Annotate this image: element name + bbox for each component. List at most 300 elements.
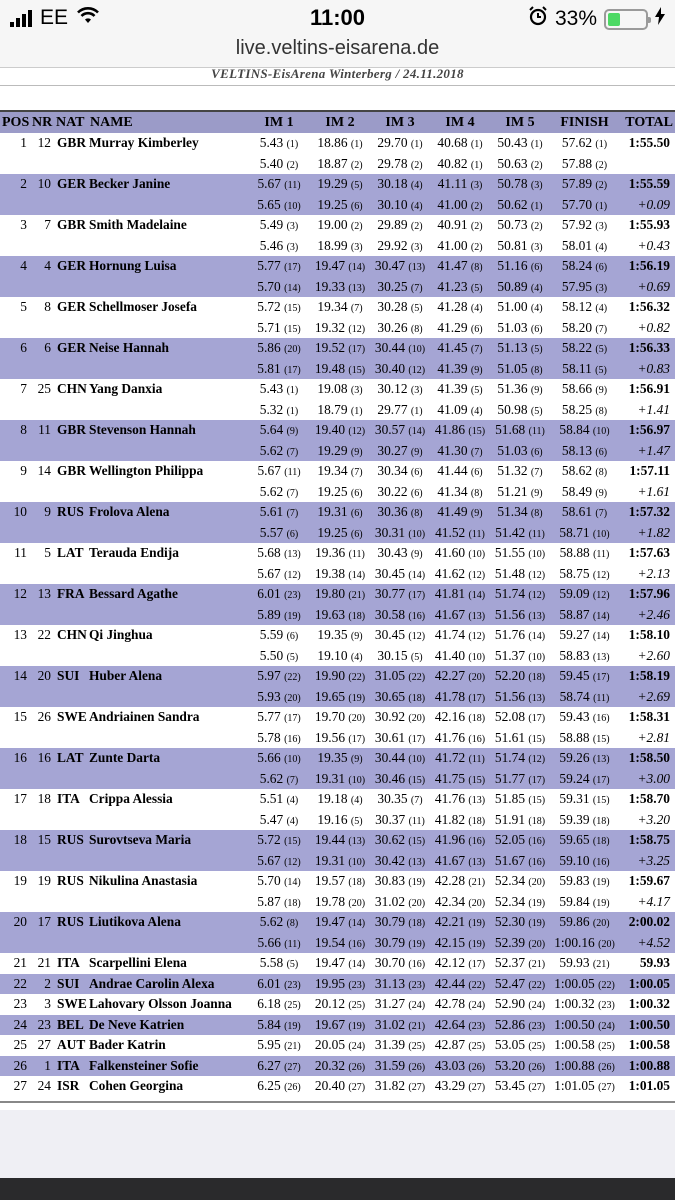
split-time: 5.43 [259, 135, 284, 151]
split-time: 30.45 [374, 627, 406, 643]
empty-cell [88, 277, 248, 298]
table-row-run2 [0, 728, 675, 749]
table-row [0, 1035, 675, 1056]
split-time: 41.67 [434, 606, 466, 622]
split-time-cell [490, 933, 550, 954]
split-time: 5.58 [259, 955, 284, 971]
split-rank: (2) [470, 221, 483, 233]
split-rank: (6) [286, 528, 299, 540]
split-time-cell [310, 400, 370, 421]
url-text[interactable]: live.veltins-eisarena.de [235, 37, 440, 59]
split-rank: (14) [528, 631, 546, 643]
split-time-cell [490, 707, 550, 728]
empty-cell [30, 728, 54, 749]
split-time: 51.42 [495, 524, 526, 540]
finish-time-cell [550, 912, 619, 933]
split-time: 57.62 [561, 135, 593, 151]
split-rank: (1) [410, 405, 423, 417]
nation-cell: RUS [54, 502, 88, 523]
split-rank: (10) [468, 651, 486, 663]
total-time-cell: 1:59.67 [628, 873, 670, 889]
split-time-cell [248, 994, 310, 1015]
split-time-cell [370, 1076, 430, 1097]
split-time: 31.05 [374, 668, 406, 684]
split-rank: (9) [470, 364, 483, 376]
finish-time-cell [550, 236, 619, 257]
split-time: 52.08 [494, 709, 526, 725]
split-rank: (9) [410, 549, 423, 561]
split-time: 59.26 [559, 750, 590, 766]
split-time-cell [248, 769, 310, 790]
split-time: 58.84 [559, 422, 590, 438]
split-rank: (6) [410, 487, 423, 499]
empty-cell [30, 933, 54, 954]
empty-cell [30, 277, 54, 298]
split-rank: (10) [468, 549, 486, 561]
split-rank: (25) [468, 1041, 486, 1053]
empty-cell [0, 687, 30, 708]
split-time-cell [430, 482, 490, 503]
split-time: 50.62 [497, 196, 528, 212]
split-rank: (19) [348, 1020, 366, 1032]
total-time-cell: 1:57.96 [619, 584, 675, 605]
split-time: 41.28 [437, 299, 468, 315]
split-time-cell [310, 1015, 370, 1036]
empty-cell [30, 482, 54, 503]
split-time-cell [248, 256, 310, 277]
table-header-row [0, 111, 675, 133]
split-rank: (4) [595, 241, 608, 253]
split-time: 19.32 [314, 319, 346, 335]
split-rank: (8) [530, 364, 543, 376]
table-row [0, 502, 675, 523]
difference-cell: +0.83 [619, 359, 675, 380]
split-time-cell [310, 974, 370, 995]
split-time-cell [490, 953, 550, 974]
split-time: 5.97 [257, 668, 281, 684]
split-rank: (13) [284, 549, 301, 561]
difference-cell: +2.81 [637, 729, 670, 745]
split-rank: (9) [595, 385, 608, 397]
split-time-cell [248, 1056, 310, 1077]
table-row-run2 [0, 400, 675, 421]
split-time: 58.71 [559, 524, 590, 540]
split-time-cell [370, 195, 430, 216]
split-time: 18.99 [317, 237, 348, 253]
split-time: 58.22 [561, 340, 593, 356]
athlete-name-cell: Falkensteiner Sofie [88, 1056, 248, 1077]
split-rank: (15) [408, 836, 426, 848]
split-rank: (22) [528, 979, 546, 991]
empty-cell [88, 318, 248, 339]
total-time-cell: 1:57.63 [628, 545, 670, 561]
nation-cell: RUS [57, 873, 84, 889]
empty-cell [54, 441, 88, 462]
split-rank: (4) [470, 303, 483, 315]
empty-cell [30, 892, 54, 913]
split-time: 51.21 [497, 483, 528, 499]
split-time-cell [310, 482, 370, 503]
split-rank: (8) [286, 918, 299, 930]
split-time: 41.34 [437, 483, 468, 499]
split-time: 5.89 [257, 606, 281, 622]
split-rank: (7) [286, 487, 299, 499]
finish-time-cell [550, 297, 619, 318]
split-time: 19.54 [314, 934, 346, 950]
finish-time-cell [550, 994, 619, 1015]
split-time: 30.18 [377, 176, 408, 192]
position-cell: 23 [13, 996, 27, 1012]
split-time-cell [430, 523, 490, 544]
athlete-name-cell: Bessard Agathe [88, 584, 248, 605]
empty-cell [54, 236, 88, 257]
split-rank: (23) [408, 979, 426, 991]
split-rank: (4) [350, 651, 363, 663]
split-rank: (17) [284, 713, 301, 725]
table-row [0, 256, 675, 277]
split-rank: (12) [284, 569, 301, 581]
split-time: 5.46 [259, 237, 284, 253]
split-time: 30.36 [377, 504, 408, 520]
difference-cell: +0.09 [619, 195, 675, 216]
split-rank: (17) [348, 344, 366, 356]
split-time: 51.91 [494, 811, 526, 827]
split-time-cell [370, 154, 430, 175]
bib-number-cell: 13 [30, 584, 54, 605]
split-time-cell [310, 318, 370, 339]
split-time: 30.42 [374, 852, 406, 868]
split-time: 5.67 [257, 463, 281, 479]
split-time: 19.18 [317, 791, 348, 807]
split-time: 30.62 [374, 832, 406, 848]
position-cell: 14 [0, 666, 30, 687]
split-rank: (22) [284, 672, 301, 684]
address-bar[interactable] [0, 36, 675, 68]
split-rank: (17) [348, 733, 366, 745]
split-time: 41.96 [434, 832, 466, 848]
split-time-cell [490, 523, 550, 544]
empty-cell [30, 359, 54, 380]
total-time-cell: 1:58.75 [619, 830, 675, 851]
empty-cell [88, 851, 248, 872]
split-time: 19.40 [314, 422, 346, 438]
split-time-cell [310, 933, 370, 954]
split-rank: (4) [470, 405, 483, 417]
empty-cell [54, 359, 88, 380]
split-rank: (9) [530, 385, 543, 397]
split-time-cell [430, 789, 490, 810]
split-time: 30.47 [374, 258, 406, 274]
browser-footer [0, 1110, 675, 1178]
table-row [0, 338, 675, 359]
empty-cell [54, 605, 88, 626]
split-time-cell [248, 441, 310, 462]
empty-cell [54, 687, 88, 708]
split-time-cell [310, 605, 370, 626]
split-rank: (11) [408, 815, 425, 827]
split-time-cell [490, 892, 550, 913]
split-rank: (19) [468, 938, 486, 950]
athlete-name-cell: Andriainen Sandra [89, 709, 200, 725]
split-time-cell [490, 174, 550, 195]
split-rank: (14) [284, 282, 301, 294]
empty-cell [54, 564, 88, 585]
split-time: 51.32 [497, 463, 528, 479]
athlete-name-cell: Bader Katrin [89, 1037, 166, 1053]
bib-number-cell: 27 [37, 1037, 51, 1053]
split-time: 42.15 [434, 934, 466, 950]
split-time: 19.25 [317, 524, 348, 540]
split-rank: (8) [410, 508, 423, 520]
split-rank: (18) [468, 815, 486, 827]
split-time: 57.88 [561, 155, 593, 171]
split-time: 59.10 [559, 852, 590, 868]
split-rank: (16) [408, 610, 426, 622]
split-time-cell [430, 1056, 490, 1077]
finish-time-cell [550, 482, 619, 503]
split-rank: (5) [350, 815, 363, 827]
split-time-cell [490, 543, 550, 564]
athlete-name-cell: Zunte Darta [88, 748, 248, 769]
empty-cell [54, 892, 88, 913]
table-row [0, 379, 675, 400]
total-time-cell: 1:00.05 [619, 974, 675, 995]
split-time: 5.65 [257, 196, 281, 212]
split-time-cell [490, 461, 550, 482]
empty-cell [30, 810, 54, 831]
split-rank: (4) [410, 180, 423, 192]
split-rank: (9) [286, 426, 299, 438]
split-rank: (13) [592, 651, 610, 663]
split-time-cell [370, 728, 430, 749]
split-rank: (17) [592, 672, 610, 684]
split-time-cell [370, 584, 430, 605]
split-time-cell [310, 154, 370, 175]
table-row [0, 1056, 675, 1077]
split-time: 41.40 [434, 647, 466, 663]
table-row [0, 994, 675, 1015]
split-rank: (9) [350, 754, 363, 766]
split-rank: (15) [348, 364, 366, 376]
athlete-name-cell: Qi Jinghua [89, 627, 153, 643]
split-rank: (19) [592, 877, 610, 889]
split-time: 57.95 [561, 278, 593, 294]
table-row-run2 [0, 482, 675, 503]
nation-cell: SUI [54, 666, 88, 687]
split-time: 41.11 [437, 176, 468, 192]
split-time: 19.47 [314, 258, 346, 274]
split-rank: (14) [284, 877, 301, 889]
split-time: 5.32 [259, 401, 284, 417]
finish-time-cell [550, 502, 619, 523]
split-time: 31.39 [374, 1037, 406, 1053]
split-time: 42.64 [434, 1016, 466, 1032]
split-time: 19.16 [317, 811, 348, 827]
split-time-cell [248, 338, 310, 359]
split-rank: (5) [410, 303, 423, 315]
split-rank: (18) [348, 877, 366, 889]
finish-time-cell [550, 728, 619, 749]
position-cell: 17 [13, 791, 27, 807]
split-time: 59.84 [559, 893, 590, 909]
nation-cell: GER [54, 256, 88, 277]
split-time: 19.33 [314, 278, 346, 294]
finish-time-cell [550, 400, 619, 421]
split-time: 5.78 [257, 729, 281, 745]
split-rank: (15) [592, 795, 610, 807]
split-time: 50.81 [497, 237, 528, 253]
split-time-cell [248, 707, 310, 728]
split-time-cell [248, 625, 310, 646]
position-cell: 21 [13, 955, 27, 971]
split-rank: (27) [598, 1082, 615, 1094]
split-time-cell [490, 564, 550, 585]
split-time: 58.88 [559, 545, 590, 561]
split-rank: (14) [592, 631, 610, 643]
split-time-cell [310, 707, 370, 728]
split-rank: (3) [595, 282, 608, 294]
nation-cell: GER [54, 174, 88, 195]
split-time: 1:00.58 [554, 1037, 595, 1053]
split-rank: (11) [528, 528, 545, 540]
split-rank: (7) [470, 344, 483, 356]
split-rank: (6) [470, 323, 483, 335]
split-time: 50.98 [497, 401, 528, 417]
split-time-cell [310, 851, 370, 872]
split-rank: (1) [286, 405, 299, 417]
split-time-cell [430, 892, 490, 913]
position-cell: 18 [0, 830, 30, 851]
split-rank: (23) [598, 1000, 615, 1012]
split-rank: (7) [350, 303, 363, 315]
split-rank: (20) [348, 713, 366, 725]
athlete-name-cell: Becker Janine [88, 174, 248, 195]
finish-time-cell [550, 379, 619, 400]
position-cell: 20 [0, 912, 30, 933]
split-rank: (20) [408, 897, 426, 909]
split-time-cell [430, 359, 490, 380]
bib-number-cell: 15 [30, 830, 54, 851]
split-time: 30.79 [374, 914, 406, 930]
split-time: 50.63 [497, 155, 528, 171]
finish-time-cell [550, 748, 619, 769]
total-time-cell: 1:00.50 [619, 1015, 675, 1036]
position-cell: 10 [0, 502, 30, 523]
difference-cell: +1.41 [637, 401, 670, 417]
split-time: 58.01 [561, 237, 593, 253]
bib-number-cell: 25 [37, 381, 51, 397]
empty-cell [0, 441, 30, 462]
split-time-cell [490, 277, 550, 298]
split-rank: (5) [286, 651, 299, 663]
split-rank: (17) [408, 590, 426, 602]
position-cell: 7 [20, 381, 27, 397]
table-row-run2 [0, 441, 675, 462]
split-rank: (6) [350, 200, 363, 212]
split-time-cell [430, 912, 490, 933]
split-rank: (15) [468, 774, 486, 786]
split-time-cell [430, 666, 490, 687]
split-rank: (19) [468, 918, 486, 930]
split-time: 40.68 [437, 135, 468, 151]
bib-number-cell: 2 [30, 974, 54, 995]
split-time: 6.01 [257, 975, 281, 991]
split-rank: (7) [286, 508, 299, 520]
empty-cell [54, 195, 88, 216]
split-rank: (24) [468, 1000, 486, 1012]
split-time: 30.26 [377, 319, 408, 335]
finish-time-cell [550, 769, 619, 790]
split-time: 5.70 [257, 873, 281, 889]
split-time-cell [490, 789, 550, 810]
split-rank: (2) [530, 221, 543, 233]
split-time: 19.25 [317, 196, 348, 212]
split-time-cell [490, 625, 550, 646]
split-rank: (1) [595, 200, 608, 212]
bib-number-cell: 12 [37, 135, 51, 151]
split-rank: (13) [408, 856, 426, 868]
finish-time-cell [550, 420, 619, 441]
split-rank: (3) [530, 241, 543, 253]
split-time: 30.27 [377, 442, 408, 458]
split-time-cell [430, 707, 490, 728]
split-time-cell [430, 338, 490, 359]
table-row-run2 [0, 646, 675, 667]
split-time: 19.29 [317, 442, 348, 458]
split-time-cell [430, 543, 490, 564]
split-time-cell [370, 256, 430, 277]
athlete-name-cell: Liutikova Alena [88, 912, 248, 933]
split-rank: (9) [595, 487, 608, 499]
position-cell: 25 [13, 1037, 27, 1053]
split-rank: (26) [284, 1082, 301, 1094]
split-time: 5.72 [257, 299, 281, 315]
split-time-cell [248, 174, 310, 195]
split-time-cell [430, 933, 490, 954]
split-time: 31.27 [374, 996, 406, 1012]
athlete-name-cell: Terauda Endija [89, 545, 179, 561]
split-time: 41.60 [434, 545, 466, 561]
split-rank: (27) [528, 1082, 546, 1094]
split-time-cell [248, 646, 310, 667]
bib-number-cell: 18 [37, 791, 51, 807]
split-time-cell [430, 994, 490, 1015]
split-time-cell [490, 195, 550, 216]
split-rank: (27) [284, 1061, 301, 1073]
athlete-name-cell: De Neve Katrien [88, 1015, 248, 1036]
split-time-cell [490, 851, 550, 872]
split-time-cell [430, 400, 490, 421]
split-rank: (21) [408, 1020, 426, 1032]
table-row-run2 [0, 564, 675, 585]
split-rank: (14) [408, 569, 426, 581]
charging-bolt-icon [655, 7, 665, 31]
split-rank: (17) [284, 262, 301, 274]
split-time-cell [490, 482, 550, 503]
split-rank: (5) [286, 959, 299, 971]
split-time: 41.74 [434, 627, 466, 643]
split-rank: (13) [592, 754, 610, 766]
empty-cell [30, 236, 54, 257]
split-rank: (20) [468, 897, 486, 909]
athlete-name-cell: Frolova Alena [88, 502, 248, 523]
split-time: 6.01 [257, 586, 281, 602]
finish-time-cell [550, 789, 619, 810]
empty-cell [88, 359, 248, 380]
split-time: 20.05 [314, 1037, 346, 1053]
split-time-cell [310, 236, 370, 257]
split-time-cell [490, 256, 550, 277]
